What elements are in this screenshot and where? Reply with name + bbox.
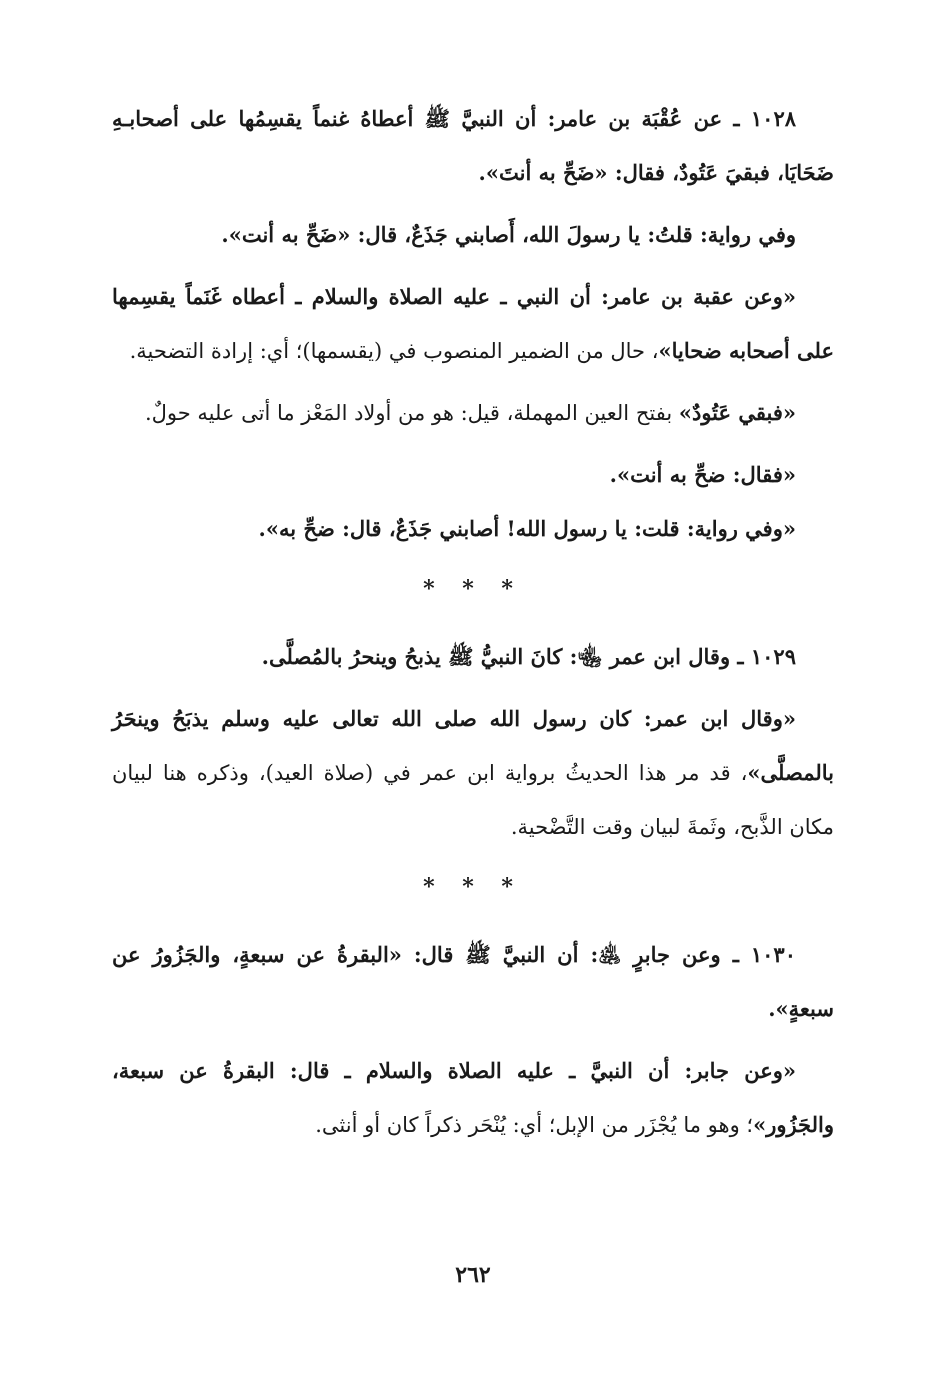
sharh-1029: [112, 692, 834, 854]
sharh-1028-p4: «وفي رواية: قلت: يا رسول الله! أصابني جَذَعٌ، قال: ضحِّ به».: [258, 516, 796, 541]
hadith-1029: [112, 630, 834, 684]
quoted-matn: «فبقي عَتُودٌ»: [678, 400, 796, 425]
quoted-matn: «وعن جابر: أن النبيَّ ـ عليه الصلاة والسلام ـ قال: البقرةُ عن سبعة، والجَزُور»: [112, 1058, 834, 1137]
hadith-number: ١٠٢٨ ـ: [733, 106, 797, 131]
commentary-text: ، حال من الضمير المنصوب في (يقسمها)؛ أي: إرادة التضحية.: [129, 339, 659, 363]
quoted-matn: «وعن عقبة بن عامر: أن النبي ـ عليه الصلاة والسلام ـ أعطاه غَنَماً يقسِمها على أصحابه ضحايا»: [112, 284, 834, 363]
page-number: ٢٦٢: [455, 1262, 491, 1288]
sharh-1028-p1: [112, 270, 834, 378]
hadith-number: ١٠٢٩ ـ: [737, 644, 796, 669]
commentary-text: ، قد مر هذا الحديثُ برواية ابن عمر في (صلاة العيد)، وذكره هنا لبيان مكان الذَّبح، وثَمةَ لبيان وقت التَّضْحية.: [112, 761, 834, 839]
section-separator: * * *: [423, 874, 523, 900]
sharh-1030: [112, 1044, 834, 1152]
commentary-text: ؛ وهو ما يُجْزَر من الإبل؛ أي: يُنْحَر ذكراً كان أو أنثى.: [315, 1113, 754, 1137]
hadith-1028: [112, 92, 834, 200]
hadith-1030: [112, 928, 834, 1036]
hadith-text: عن عُقْبَة بن عامر: أن النبيَّ ﷺ أعطاهُ غنماً يقسِمُها على أصحابـهِ ضَحَايَا، فبقيَ عَتُودٌ، فقال: «ضَحِّ به أنتَ».: [112, 106, 834, 185]
sharh-1028-p3: «فقال: ضحِّ به أنت».: [609, 462, 796, 487]
hadith-1028-riwaya: وفي رواية: قلتُ: يا رسولَ الله، أَصابني جَذَعٌ، قال: «ضَحِّ به أنت».: [221, 222, 796, 247]
hadith-number: ١٠٣٠ ـ: [732, 942, 796, 967]
hadith-text: وعن جابرٍ ﵁: أن النبيَّ ﷺ قال: «البقرةُ عن سبعةٍ، والجَزُورُ عن سبعةٍ».: [112, 942, 834, 1021]
sharh-1028-p2: [112, 386, 834, 440]
hadith-text: وقال ابن عمر ﵄: كانَ النبيُّ ﷺ يذبحُ وينحرُ بالمُصلَّى.: [261, 644, 731, 669]
page-body: [112, 92, 834, 1152]
commentary-text: بفتح العين المهملة، قيل: هو من أولاد المَعْز ما أتى عليه حولٌ.: [144, 401, 679, 425]
quoted-matn: «وقال ابن عمر: كان رسول الله صلى الله تعالى عليه وسلم يذبَحُ وينحَرُ بالمصلَّى»: [112, 706, 834, 785]
section-separator: * * *: [423, 576, 523, 602]
